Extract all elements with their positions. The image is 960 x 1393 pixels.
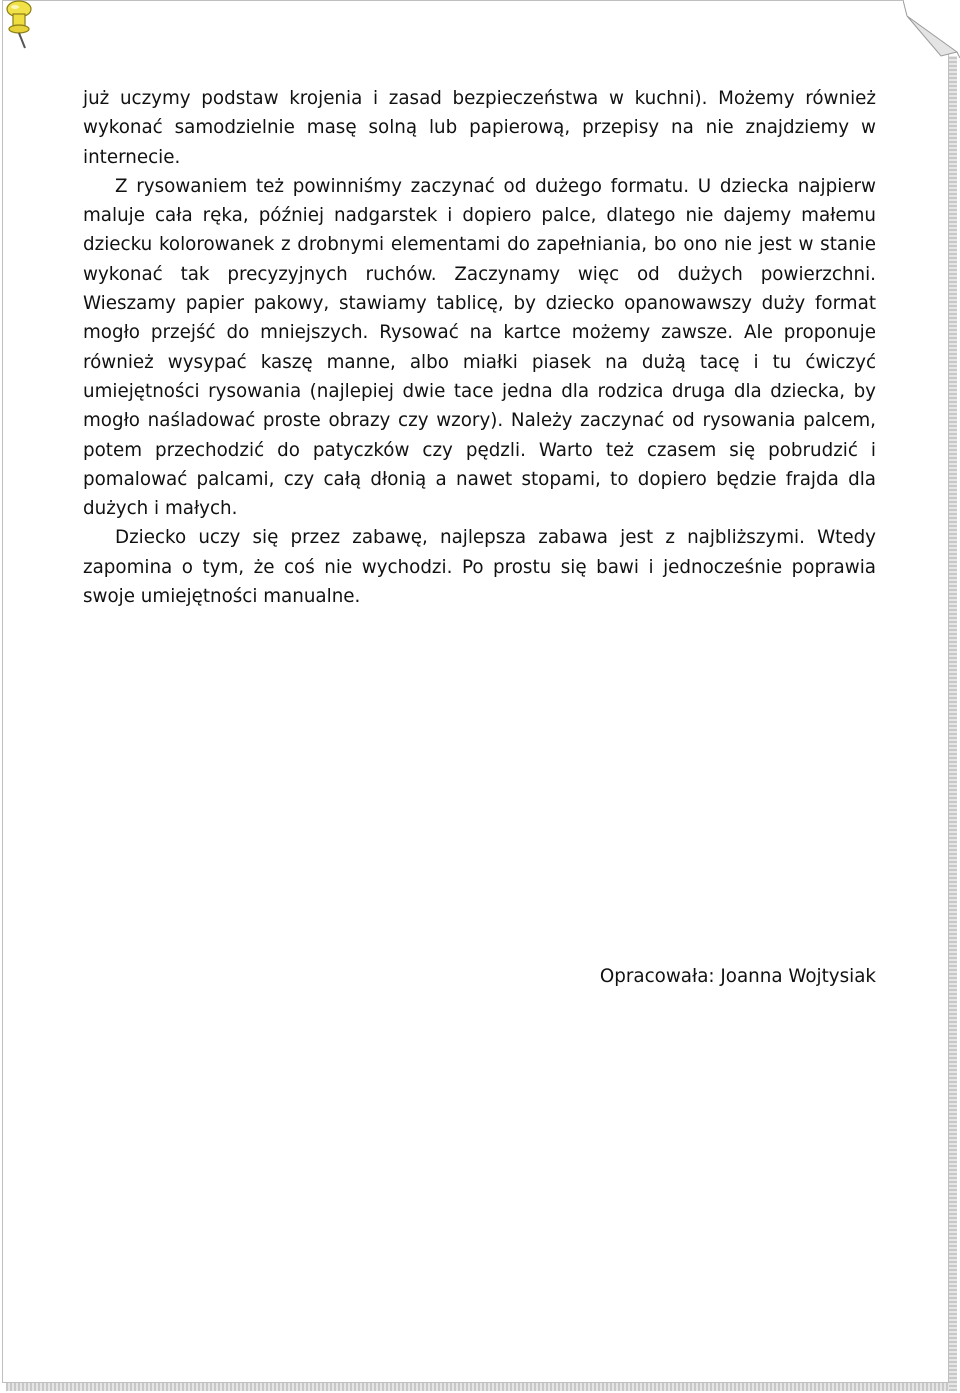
document-body: [83, 84, 876, 611]
paragraph: Dziecko uczy się przez zabawę, najlepsza zabawa jest z najbliższymi. Wtedy zapomina o tym, że coś nie wychodzi. Po prostu się bawi i jednocześnie poprawia swoje umiejętności manualne.: [83, 527, 876, 608]
author-signature: Opracowała: Joanna Wojtysiak: [599, 966, 876, 987]
page-curl-icon: [903, 0, 960, 58]
pushpin-icon: [2, 0, 36, 50]
page-shadow-bottom: [6, 1383, 953, 1391]
paragraph: już uczymy podstaw krojenia i zasad bezpieczeństwa w kuchni). Możemy również wykonać samodzielnie masę solną lub papierową, przepisy na nie znajdziemy w internecie.: [83, 88, 876, 168]
page-shadow-right: [949, 56, 957, 1391]
paragraph: Z rysowaniem też powinniśmy zaczynać od dużego formatu. U dziecka najpierw maluje cała ręka, później nadgarstek i dopiero palce, dlatego nie dajemy małemu dziecku kolorowanek z drobnymi elementami do zapełniania, bo ono nie jest w stanie wykonać tak precyzyjnych ruchów. Zaczynamy więc od dużych powierzchni. Wieszamy papier pakowy, stawiamy tablicę, by dziecko opanowawszy duży format mogło przejść do mniejszych. Rysować na kartce możemy zawsze. Ale proponuje również wysypać kaszę manne, albo miałki piasek na dużą tacę i tu ćwiczyć umiejętności rysowania (najlepiej dwie tace jedna dla rodzica druga dla dziecka, by mogło naśladować proste obrazy czy wzory). Należy zaczynać od rysowania palcem, potem przechodzić do patyczków czy pędzli. Warto też czasem się pobrudzić i pomalować palcami, czy całą dłonią a nawet stopami, to dopiero będzie frajda dla dużych i małych.: [83, 175, 876, 520]
